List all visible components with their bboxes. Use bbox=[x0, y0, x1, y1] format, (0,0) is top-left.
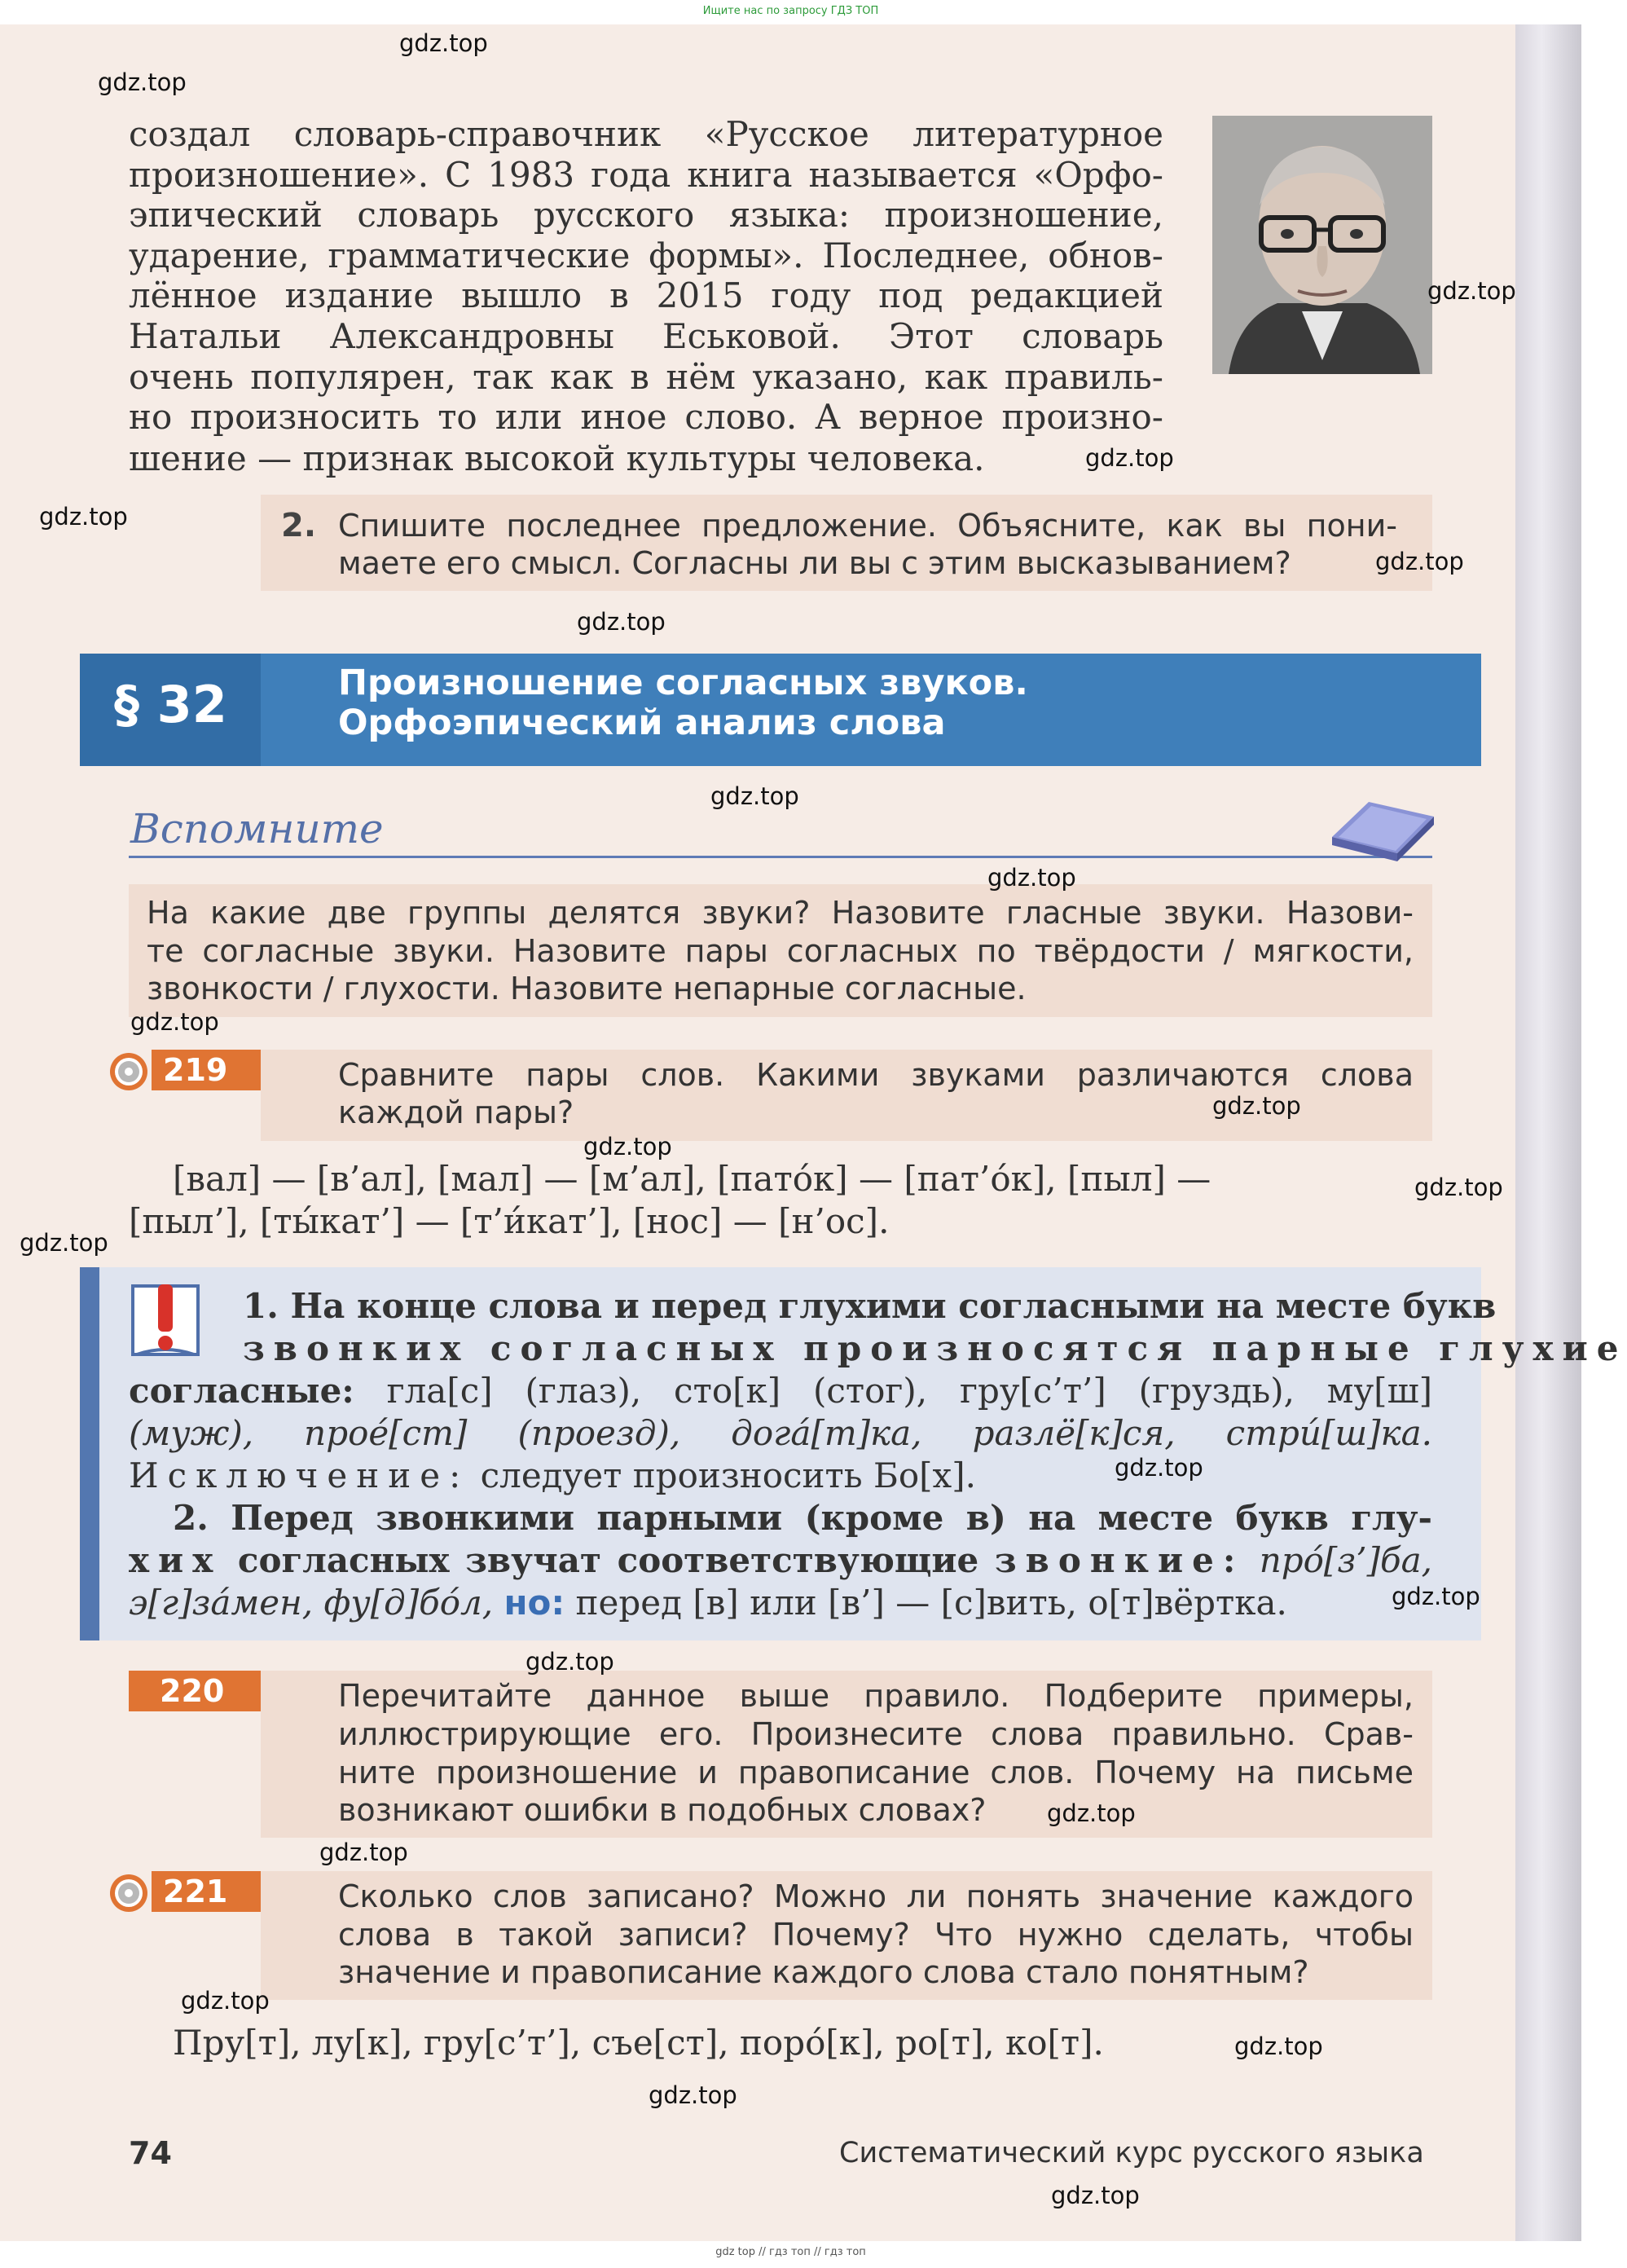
watermark: gdz.top bbox=[1414, 1174, 1503, 1201]
rule-text: звонкие: bbox=[994, 1540, 1245, 1580]
book-title: Систематический курс русского языка bbox=[839, 2137, 1424, 2169]
remember-underline bbox=[129, 856, 1432, 858]
watermark: gdz.top bbox=[39, 503, 128, 531]
exercise-221-sounds: Пру[т], лу[к], гру[с’т’], съе[ст], поро́[к], ро[т], ко[т]. bbox=[173, 2023, 1104, 2063]
rule-line bbox=[129, 1371, 1432, 1411]
rule-text: согласные: bbox=[129, 1371, 354, 1411]
intro-line: но произносить то или иное слово. А верное произно- bbox=[129, 397, 1163, 438]
book-icon bbox=[1324, 792, 1438, 857]
watermark: gdz.top bbox=[319, 1839, 408, 1866]
watermark: gdz.top bbox=[181, 1987, 270, 2015]
rule-line bbox=[243, 1328, 1627, 1368]
watermark: gdz.top bbox=[577, 608, 666, 636]
exclamation-icon bbox=[129, 1279, 218, 1361]
rule-text: хих bbox=[129, 1540, 222, 1580]
remember-heading: Вспомните bbox=[130, 805, 384, 852]
watermark: gdz.top bbox=[98, 68, 187, 96]
remember-line: те согласные звуки. Назовите пары согласных по твёрдости / мягкости, bbox=[147, 933, 1414, 969]
rule-line bbox=[129, 1413, 1432, 1453]
rule-text: согласных звучат соответствующие bbox=[222, 1540, 995, 1580]
task-2-line: Спишите последнее предложение. Объясните, как вы пони- bbox=[338, 508, 1397, 544]
exercise-220-line: Перечитайте данное выше правило. Подберите примеры, bbox=[338, 1678, 1414, 1714]
watermark: gdz.top bbox=[1115, 1454, 1203, 1482]
watermark: gdz.top bbox=[130, 1008, 219, 1036]
exercise-219-sounds: [пыл’], [ты́кат’] — [т’и́кат’], [нос] — [н’ос]. bbox=[129, 1201, 890, 1241]
star-badge-icon bbox=[108, 1873, 149, 1913]
rule-text: звонких согласных произносятся парные глухие bbox=[243, 1328, 1627, 1368]
bottom-note: gdz top // гдз топ // гдз топ bbox=[715, 2246, 866, 2258]
page-number: 74 bbox=[129, 2135, 172, 2171]
intro-line: Натальи Александровны Еськовой. Этот словарь bbox=[129, 315, 1163, 356]
watermark: gdz.top bbox=[1234, 2032, 1323, 2060]
rule-text: (муж), прое́[ст] (проезд), дога́[т]ка, разлё[к]ся, стри́[ш]ка. bbox=[129, 1413, 1432, 1453]
watermark: gdz.top bbox=[1085, 444, 1174, 472]
remember-line: На какие две группы делятся звуки? Назовите гласные звуки. Назови- bbox=[147, 895, 1414, 931]
exercise-220-line: ните произношение и правописание слов. Почему на письме bbox=[338, 1755, 1414, 1790]
watermark: gdz.top bbox=[1375, 548, 1464, 575]
watermark: gdz.top bbox=[399, 29, 488, 57]
rule-exception-label: Исключение: bbox=[129, 1455, 470, 1495]
rule-line bbox=[129, 1583, 1287, 1623]
section-title bbox=[338, 663, 1028, 743]
intro-line: произношение». С 1983 года книга называется «Орфо- bbox=[129, 154, 1163, 195]
section-title-line: Произношение согласных звуков. bbox=[338, 663, 1028, 703]
exercise-221-line: слова в такой записи? Почему? Что нужно сделать, чтобы bbox=[338, 1917, 1414, 1953]
remember-line: звонкости / глухости. Назовите непарные согласные. bbox=[147, 971, 1027, 1006]
rule-line bbox=[129, 1455, 976, 1495]
exercise-219-number: 219 bbox=[152, 1050, 261, 1090]
watermark: gdz.top bbox=[1051, 2182, 1140, 2209]
intro-line: создал словарь-справочник «Русское литературное bbox=[129, 114, 1163, 154]
watermark: gdz.top bbox=[20, 1229, 108, 1257]
exercise-221-number: 221 bbox=[152, 1871, 261, 1912]
watermark: gdz.top bbox=[1047, 1799, 1136, 1827]
watermark: gdz.top bbox=[710, 782, 799, 810]
rule-stripe bbox=[80, 1267, 99, 1640]
rule-line bbox=[129, 1540, 1432, 1580]
exercise-219-sounds: [вал] — [в’ал], [мал] — [м’ал], [пато́к] — [пат’о́к], [пыл] — bbox=[173, 1159, 1211, 1199]
watermark: gdz.top bbox=[1212, 1092, 1301, 1120]
rule-text: 1. На конце слова и перед глухими согласными на месте букв bbox=[243, 1286, 1497, 1326]
rule-line bbox=[173, 1498, 1432, 1538]
page-edge bbox=[1515, 24, 1581, 2241]
watermark: gdz.top bbox=[525, 1648, 614, 1676]
rule-text: гла[с] (глаз), сто[к] (стог), гру[с’т’] (груздь), му[ш] bbox=[354, 1371, 1432, 1411]
watermark: gdz.top bbox=[1392, 1583, 1480, 1610]
exercise-221-line: Сколько слов записано? Можно ли понять значение каждого bbox=[338, 1878, 1414, 1914]
rule-note-label: но: bbox=[503, 1583, 565, 1623]
intro-line: лённое издание вышло в 2015 году под редакцией bbox=[129, 275, 1163, 316]
exercise-219-line: каждой пары? bbox=[338, 1094, 574, 1130]
portrait-photo bbox=[1212, 116, 1432, 374]
rule-text: перед [в] или [в’] — [с]вить, о[т]вёртка. bbox=[565, 1583, 1287, 1623]
exercise-220-line: возникают ошибки в подобных словах? bbox=[338, 1792, 987, 1828]
section-title-line: Орфоэпический анализ слова bbox=[338, 702, 946, 743]
intro-line: очень популярен, так как в нём указано, как правиль- bbox=[129, 356, 1163, 397]
rule-text: 2. Перед звонкими парными (кроме в) на месте букв глу- bbox=[173, 1498, 1432, 1538]
watermark: gdz.top bbox=[649, 2081, 737, 2109]
watermark: gdz.top bbox=[1427, 277, 1516, 305]
watermark: gdz.top bbox=[987, 864, 1076, 892]
intro-last-line: шение — признак высокой культуры человека. bbox=[129, 438, 985, 478]
rule-text: следует произносить Бо[х]. bbox=[469, 1455, 976, 1495]
intro-line: ударение, грамматические формы». Последнее, обнов- bbox=[129, 235, 1163, 275]
rule-text: э[г]за́мен, фу[д]бо́л, bbox=[129, 1583, 504, 1623]
star-badge-icon bbox=[108, 1051, 149, 1092]
task-2-line: маете его смысл. Согласны ли вы с этим высказыванием? bbox=[338, 545, 1291, 581]
task-2-number: 2. bbox=[281, 507, 317, 544]
rule-line bbox=[243, 1286, 1497, 1326]
intro-line: эпический словарь русского языка: произношение, bbox=[129, 195, 1163, 236]
section-number: § 32 bbox=[114, 675, 227, 734]
exercise-221-line: значение и правописание каждого слова стало понятным? bbox=[338, 1954, 1309, 1990]
exercise-220-number: 220 bbox=[129, 1671, 261, 1711]
exercise-220-line: иллюстрирующие его. Произнесите слова правильно. Срав- bbox=[338, 1716, 1414, 1752]
watermark: gdz.top bbox=[583, 1133, 672, 1160]
exercise-219-line: Сравните пары слов. Какими звуками различаются слова bbox=[338, 1057, 1414, 1093]
intro-paragraph bbox=[129, 114, 1163, 438]
rule-text: про́[з’]ба, bbox=[1244, 1540, 1432, 1580]
top-search-note[interactable]: Ищите нас по запросу ГДЗ ТОП bbox=[702, 5, 879, 17]
